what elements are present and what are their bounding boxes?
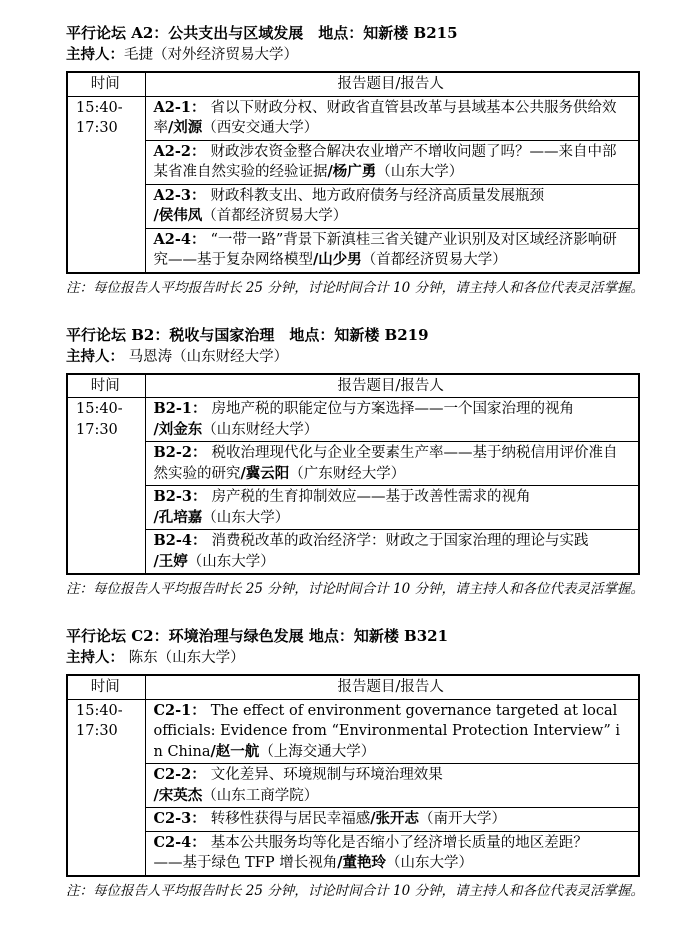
paper-cell: [145, 398, 639, 442]
table-row: [67, 831, 639, 876]
forum-title-b2: 平行论坛 B2：税收与国家治理 地点：知新楼 B219: [66, 325, 429, 344]
schedule-table-a2: [66, 71, 640, 274]
paper-cell: [145, 808, 639, 832]
paper-cell: [145, 486, 639, 530]
table-row: [67, 530, 639, 575]
chair-name: 陈东（山东大学）: [128, 650, 245, 666]
presenter-line: [154, 206, 629, 227]
forum-title-a2: 平行论坛 A2：公共支出与区域发展 地点：知新楼 B215: [66, 24, 458, 42]
presenter-name: /张开志: [370, 810, 420, 827]
time-line2: 17:30: [76, 421, 118, 438]
paper-cell: [145, 228, 639, 273]
chair-label: 主持人：: [66, 649, 124, 666]
time-cell: [67, 96, 145, 273]
table-header-row: [67, 72, 639, 96]
paper-cell: [145, 831, 639, 876]
presenter-affiliation: （山东大学）: [376, 164, 464, 180]
paper-id: B2-4：: [153, 532, 207, 549]
paper-id: B2-2：: [153, 444, 207, 461]
time-header-cell: 时间: [67, 72, 145, 96]
time-line1: 15:40-: [76, 702, 123, 719]
paper-id: C2-4：: [153, 833, 206, 851]
presenter-line: [154, 420, 629, 441]
forum-section-c2: [66, 625, 645, 901]
chair-line-c2: [66, 647, 642, 669]
paper-title: 税收治理现代化与企业全要素生产率——基于纳税信用评价准自然实验的研究: [153, 445, 618, 482]
paper-id: A2-1：: [153, 98, 206, 116]
paper-title: 房产税的生育抑制效应——基于改善性需求的视角: [211, 489, 531, 505]
presenter-line: [154, 853, 629, 874]
paper-title: 消费税改革的政治经济学：财政之于国家治理的理论与实践: [211, 533, 589, 549]
schedule-table-c2: [66, 674, 640, 877]
time-header-cell: 时间: [67, 374, 145, 398]
paper-id: C2-2：: [153, 766, 206, 783]
presenter-affiliation: （上海交通大学）: [259, 743, 376, 760]
presenter-affiliation: （山东大学）: [202, 509, 290, 526]
chair-label: 主持人：: [66, 46, 124, 63]
paper-title: 财政涉农资金整合解决农业增产不增收问题了吗？——来自中部某省准自然实验的经验证据: [153, 143, 617, 180]
presenter-name: /赵一航: [210, 742, 260, 760]
time-line2: 17:30: [76, 120, 118, 136]
presenter-name: /侯伟凤: [153, 207, 203, 224]
title-header-cell: 报告题目/报告人: [145, 675, 639, 699]
paper-cell: [145, 764, 639, 808]
chair-line-b2: [66, 346, 642, 368]
table-header-row: [67, 675, 639, 699]
time-header-cell: 时间: [67, 675, 145, 699]
presenter-affiliation: （西安交通大学）: [202, 120, 319, 136]
presenter-affiliation: （山东大学）: [187, 553, 275, 570]
time-line1: 15:40-: [76, 401, 123, 417]
chair-line-a2: [66, 44, 642, 66]
table-row: [67, 228, 639, 273]
paper-id: B2-1：: [153, 400, 207, 417]
presenter-name: /冀云阳: [240, 464, 290, 482]
chair-label: 主持人：: [66, 347, 124, 365]
note-text-c2: 注：每位报告人平均报告时长 25 分钟，讨论时间合计 10 分钟，请主持人和各位代表灵活掌握。: [66, 882, 645, 899]
table-row: [67, 140, 639, 184]
presenter-name: /王婷: [153, 552, 188, 570]
paper-id: A2-4：: [153, 230, 206, 248]
paper-title: 文化差异、环境规制与环境治理效果: [210, 767, 443, 783]
paper-title: 基本公共服务均等化是否缩小了经济增长质量的地区差距？: [210, 834, 588, 851]
paper-id: A2-2：: [153, 142, 206, 160]
presenter-affiliation: （首都经济贸易大学）: [202, 208, 348, 224]
time-cell: [67, 398, 145, 575]
paper-cell: [145, 96, 639, 140]
presenter-line: [154, 786, 629, 807]
table-row: [67, 442, 639, 486]
paper-title: 转移性获得与居民幸福感: [210, 811, 371, 827]
paper-title: “一带一路”背景下新滇桂三省关键产业识别及对区域经济影响研究——基于复杂网络模型: [153, 231, 617, 268]
paper-id: A2-3：: [153, 186, 206, 204]
paper-id: B2-3：: [153, 488, 207, 505]
presenter-name: /宋英杰: [153, 786, 203, 804]
paper-cell: [145, 442, 639, 486]
presenter-affiliation: （山东财经大学）: [202, 421, 319, 438]
presenter-line: [154, 508, 629, 529]
presenter-affiliation: （南开大学）: [419, 811, 507, 827]
note-text-b2: 注：每位报告人平均报告时长 25 分钟，讨论时间合计 10 分钟，请主持人和各位代表灵活掌握。: [66, 581, 645, 597]
paper-id: C2-1：: [153, 701, 206, 719]
table-row: [67, 184, 639, 228]
paper-title-line2: ——基于绿色 TFP 增长视角: [153, 855, 338, 871]
paper-cell: [145, 184, 639, 228]
presenter-affiliation: （广东财经大学）: [289, 465, 406, 482]
paper-title: The effect of environment governance targeted at local officials: Evidence from “Environmental Protection Interview” in China: [153, 702, 620, 760]
table-row: [67, 808, 639, 832]
presenter-affiliation: （山东大学）: [386, 855, 474, 871]
presenter-affiliation: （山东工商学院）: [202, 787, 319, 804]
time-line2: 17:30: [76, 723, 118, 739]
table-row: [67, 764, 639, 808]
paper-title: 财政科教支出、地方政府债务与经济高质量发展瓶颈: [210, 187, 544, 204]
forum-section-a2: [66, 22, 645, 298]
table-header-row: [67, 374, 639, 398]
presenter-line: [154, 552, 629, 573]
presenter-name: /董艳玲: [337, 854, 387, 871]
paper-cell: [145, 699, 639, 764]
presenter-name: /杨广勇: [327, 163, 377, 180]
forum-title-c2: 平行论坛 C2：环境治理与绿色发展 地点：知新楼 B321: [66, 627, 449, 645]
table-row: [67, 699, 639, 764]
table-row: [67, 398, 639, 442]
schedule-table-b2: [66, 373, 640, 576]
title-header-cell: 报告题目/报告人: [145, 374, 639, 398]
chair-name: 毛捷（对外经济贸易大学）: [124, 47, 298, 63]
paper-cell: [145, 140, 639, 184]
title-header-cell: 报告题目/报告人: [145, 72, 639, 96]
presenter-name: /刘金东: [153, 420, 203, 438]
forum-section-b2: [66, 324, 645, 600]
presenter-name: /刘源: [168, 119, 203, 136]
paper-title: 房地产税的职能定位与方案选择——一个国家治理的视角: [211, 401, 574, 417]
table-row: [67, 96, 639, 140]
chair-name: 马恩涛（山东财经大学）: [128, 348, 289, 365]
note-text-a2: 注：每位报告人平均报告时长 25 分钟，讨论时间合计 10 分钟，请主持人和各位代表灵活掌握。: [66, 279, 645, 296]
time-line1: 15:40-: [76, 99, 123, 116]
presenter-name: /孔培嘉: [153, 508, 203, 526]
paper-title: 省以下财政分权、财政省直管县改革与县域基本公共服务供给效率: [153, 99, 617, 136]
time-cell: [67, 699, 145, 876]
presenter-affiliation: （首都经济贸易大学）: [361, 252, 507, 268]
table-row: [67, 486, 639, 530]
paper-cell: [145, 530, 639, 575]
paper-id: C2-3：: [153, 810, 206, 827]
presenter-name: /山少男: [313, 251, 362, 268]
